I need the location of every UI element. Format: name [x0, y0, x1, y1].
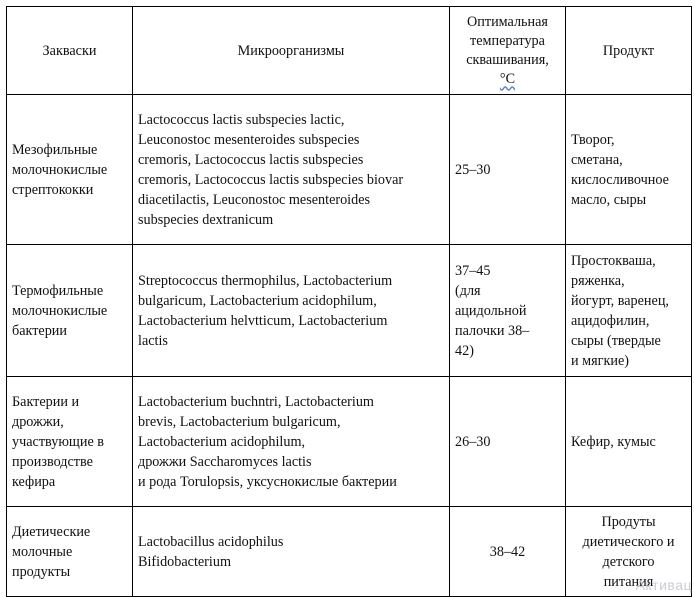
table-row — [7, 377, 692, 507]
header-temperature-unit: °С — [499, 70, 516, 87]
cell-starter: Диетические молочные продукты — [7, 507, 133, 597]
header-temperature — [450, 7, 566, 95]
table-row — [7, 95, 692, 245]
cell-starter: Мезофильные молочнокислые стрептококки — [7, 95, 133, 245]
header-temperature-line: Оптимальная — [467, 13, 548, 30]
cell-temperature: 38–42 — [450, 507, 566, 597]
table-header-row — [7, 7, 692, 95]
cell-temperature: 37–45 (для ацидольной палочки 38– 42) — [450, 245, 566, 377]
watermark: Активац — [635, 577, 692, 593]
document-page — [6, 6, 692, 597]
cell-starter: Термофильные молочнокислые бактерии — [7, 245, 133, 377]
header-temperature-line: сквашивания, — [466, 51, 549, 68]
cell-microorganisms: Lactococcus lactis subspecies lactic, Leuconostoc mesenteroides subspecies cremoris, Lactococcus lactis subspecies cremoris, Lactococcus lactis subspecies biovar diacetilactis, Leuconostoc mesenteroides subspecies dextranicum — [133, 95, 450, 245]
header-starter: Закваски — [7, 7, 133, 95]
cell-microorganisms: Lactobacterium buchntri, Lactobacterium brevis, Lactobacterium bulgaricum, Lactobacterium acidophilum, дрожжи Saccharomyces lactis и рода Torulopsis, уксуснокислые бактерии — [133, 377, 450, 507]
starter-cultures-table — [6, 6, 692, 597]
cell-starter: Бактерии и дрожжи, участвующие в производстве кефира — [7, 377, 133, 507]
header-microorganisms: Микроорганизмы — [133, 7, 450, 95]
header-product: Продукт — [566, 7, 692, 95]
table-row — [7, 245, 692, 377]
header-temperature-line: температура — [470, 32, 545, 49]
cell-microorganisms: Lactobacillus acidophilus Bifidobacterium — [133, 507, 450, 597]
cell-product: Продуты диетического и детского питания — [566, 507, 692, 597]
cell-product: Творог, сметана, кислосливочное масло, сыры — [566, 95, 692, 245]
cell-product: Простокваша, ряженка, йогурт, варенец, ацидофилин, сыры (твердые и мягкие) — [566, 245, 692, 377]
cell-temperature: 25–30 — [450, 95, 566, 245]
cell-product: Кефир, кумыс — [566, 377, 692, 507]
cell-microorganisms: Streptococcus thermophilus, Lactobacterium bulgaricum, Lactobacterium acidophilum, Lactobacterium helvtticum, Lactobacterium lactis — [133, 245, 450, 377]
cell-temperature: 26–30 — [450, 377, 566, 507]
table-row — [7, 507, 692, 597]
